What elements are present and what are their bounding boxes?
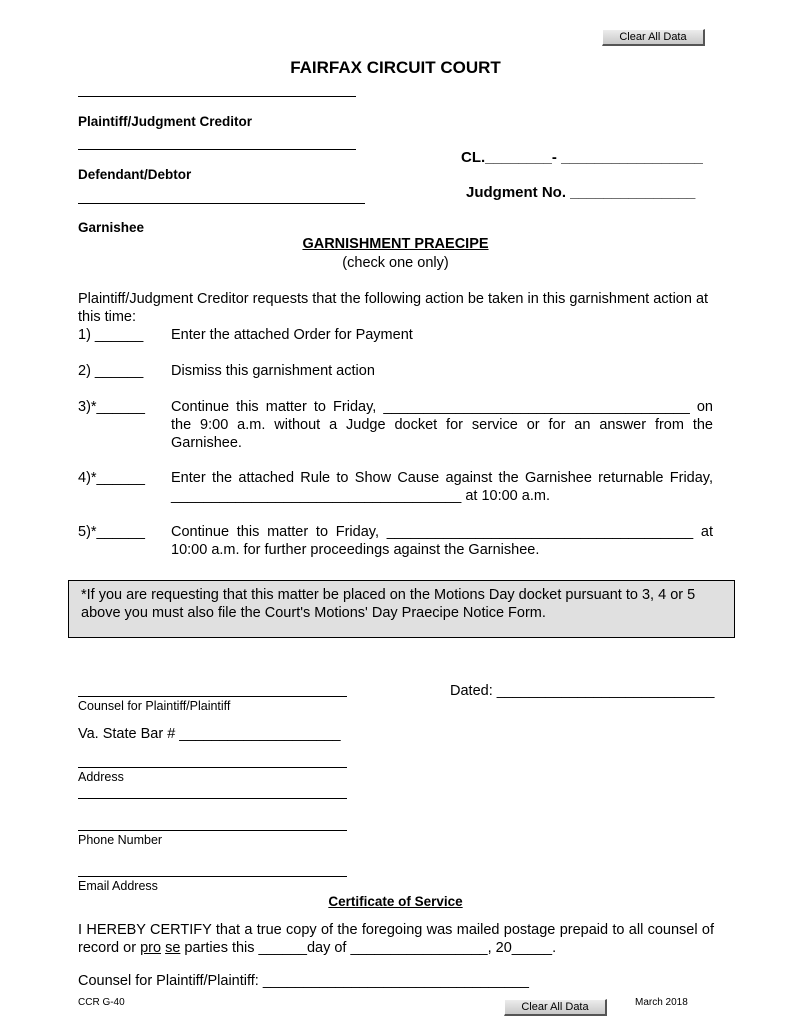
form-id: CCR G-40 <box>78 997 125 1008</box>
defendant-label: Defendant/Debtor <box>78 167 192 182</box>
option-4-checkbox[interactable]: 4)*______ <box>78 470 145 486</box>
certificate-text-b[interactable]: parties this ______day of _________________, 20_____. <box>180 940 557 956</box>
certificate-se: se <box>165 940 181 956</box>
email-label: Email Address <box>78 879 158 893</box>
plaintiff-name-field[interactable] <box>78 96 356 97</box>
email-field[interactable] <box>78 876 347 877</box>
state-bar-field[interactable]: Va. State Bar # ____________________ <box>78 726 341 742</box>
phone-field[interactable] <box>78 830 347 831</box>
certificate-text <box>78 921 714 957</box>
counsel-label: Counsel for Plaintiff/Plaintiff <box>78 699 231 713</box>
option-1-checkbox[interactable]: 1) ______ <box>78 327 144 343</box>
option-1-text: Enter the attached Order for Payment <box>171 327 413 343</box>
certificate-counsel-field[interactable]: Counsel for Plaintiff/Plaintiff: _________________________________ <box>78 973 529 989</box>
dated-field[interactable]: Dated: ___________________________ <box>450 683 715 699</box>
garnishee-name-field[interactable] <box>78 203 365 204</box>
counsel-signature-field[interactable] <box>78 696 347 697</box>
clear-all-data-button-bottom[interactable]: Clear All Data <box>504 999 607 1016</box>
address-label: Address <box>78 770 124 784</box>
certificate-text-a: I HEREBY CERTIFY that a true copy of the foregoing was mailed postage prepaid to all counsel of record or <box>78 922 714 956</box>
plaintiff-label: Plaintiff/Judgment Creditor <box>78 114 253 129</box>
defendant-name-field[interactable] <box>78 149 356 150</box>
option-5-checkbox[interactable]: 5)*______ <box>78 524 145 540</box>
certificate-heading: Certificate of Service <box>328 894 463 909</box>
option-5-text: Continue this matter to Friday, ______________________________________ at 10:00 a.m. for further proceedings against the Garnishee. <box>171 524 713 558</box>
option-4-text: Enter the attached Rule to Show Cause against the Garnishee returnable Friday, ____________________________________ at 10:00 a.m. <box>171 470 713 504</box>
form-subtitle: (check one only) <box>342 255 449 271</box>
option-2-checkbox[interactable]: 2) ______ <box>78 363 144 379</box>
judgment-number-field[interactable]: Judgment No. _______________ <box>466 184 696 201</box>
option-3-checkbox[interactable]: 3)*______ <box>78 399 145 415</box>
clear-all-data-button-top[interactable]: Clear All Data <box>602 29 705 46</box>
motions-day-notice: *If you are requesting that this matter be placed on the Motions Day docket pursuant to 3, 4 or 5 above you must also file the Court's Motions' Day Praecipe Notice Form. <box>68 580 735 638</box>
certificate-pro: pro <box>140 940 162 956</box>
address-field-line-1[interactable] <box>78 767 347 768</box>
garnishee-label: Garnishee <box>78 220 145 235</box>
case-number-field[interactable]: CL.________- _________________ <box>461 149 703 166</box>
option-2-text: Dismiss this garnishment action <box>171 363 375 379</box>
form-date: March 2018 <box>635 997 688 1008</box>
option-3-text: Continue this matter to Friday, ______________________________________ on the 9:00 a.m. without a Judge docket for service or for an answer from the Garnishee. <box>171 399 713 451</box>
intro-text: Plaintiff/Judgment Creditor requests that the following action be taken in this garnishment action at this time: <box>78 291 709 325</box>
address-field-line-2[interactable] <box>78 798 347 799</box>
court-title: FAIRFAX CIRCUIT COURT <box>290 58 501 77</box>
phone-label: Phone Number <box>78 833 163 847</box>
form-title: GARNISHMENT PRAECIPE <box>302 236 489 252</box>
